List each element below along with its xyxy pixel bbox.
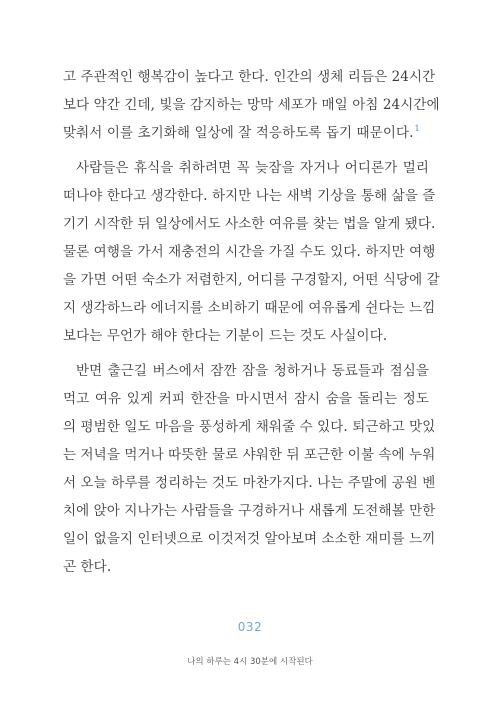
text-line: 을 가면 어떤 숙소가 저렴한지, 어디를 구경할지, 어떤 식당에 갈	[63, 272, 440, 288]
text-line: 서 오늘 하루를 정리하는 것도 마찬가지다. 나는 주말에 공원 벤	[63, 475, 436, 491]
text-line: 일이 없을지 인터넷으로 이것저것 알아보며 소소한 재미를 느끼	[63, 531, 436, 547]
text-line: 는 저녁을 먹거나 따뜻한 물로 샤워한 뒤 포근한 이불 속에 누워	[63, 447, 436, 463]
footnote-marker[interactable]: 1	[414, 124, 420, 133]
text-line: 지 생각하느라 에너지를 소비하기 때문에 여유롭게 쉰다는 느낌	[63, 300, 436, 316]
paragraph-1	[63, 63, 440, 147]
text-line: 보다 약간 긴데, 빛을 감지하는 망막 세포가 매일 아침 24시간에	[63, 97, 440, 113]
text-line: 고 주관적인 행복감이 높다고 한다. 인간의 생체 리듬은 24시간	[63, 69, 436, 85]
text-line: 곤 한다.	[63, 559, 112, 575]
text-line: 치에 앉아 지나가는 사람들을 구경하거나 새롭게 도전해볼 만한	[63, 503, 436, 519]
text-line: 떠나야 한다고 생각한다. 하지만 나는 새벽 기상을 통해 삶을 즐	[63, 188, 436, 204]
text-line	[63, 119, 429, 147]
text-line: 기기 시작한 뒤 일상에서도 사소한 여유를 찾는 법을 알게 됐다.	[63, 216, 436, 232]
text-line: 의 평범한 일도 마음을 풍성하게 채워줄 수 있다. 퇴근하고 맛있	[63, 419, 436, 435]
text-line: 물론 여행을 가서 재충전의 시간을 가질 수도 있다. 하지만 여행	[63, 244, 436, 260]
body-text	[63, 63, 440, 581]
paragraph-2	[63, 154, 440, 350]
text-line: 반면 출근길 버스에서 잠깐 잠을 청하거나 동료들과 점심을	[76, 363, 429, 379]
page-number: 032	[237, 620, 263, 634]
text-line: 사람들은 휴식을 취하려면 꼭 늦잠을 자거나 어디론가 멀리	[76, 160, 429, 176]
paragraph-3	[63, 357, 436, 581]
text-line-content: 맞춰서 이를 초기화해 일상에 잘 적응하도록 돕기 때문이다.	[63, 125, 414, 141]
running-title: 나의 하루는 4시 30분에 시작된다	[187, 657, 313, 667]
text-line: 보다는 무언가 해야 한다는 기분이 드는 것도 사실이다.	[63, 328, 388, 344]
text-line: 먹고 여유 있게 커피 한잔을 마시면서 잠시 숨을 돌리는 정도	[63, 391, 429, 407]
